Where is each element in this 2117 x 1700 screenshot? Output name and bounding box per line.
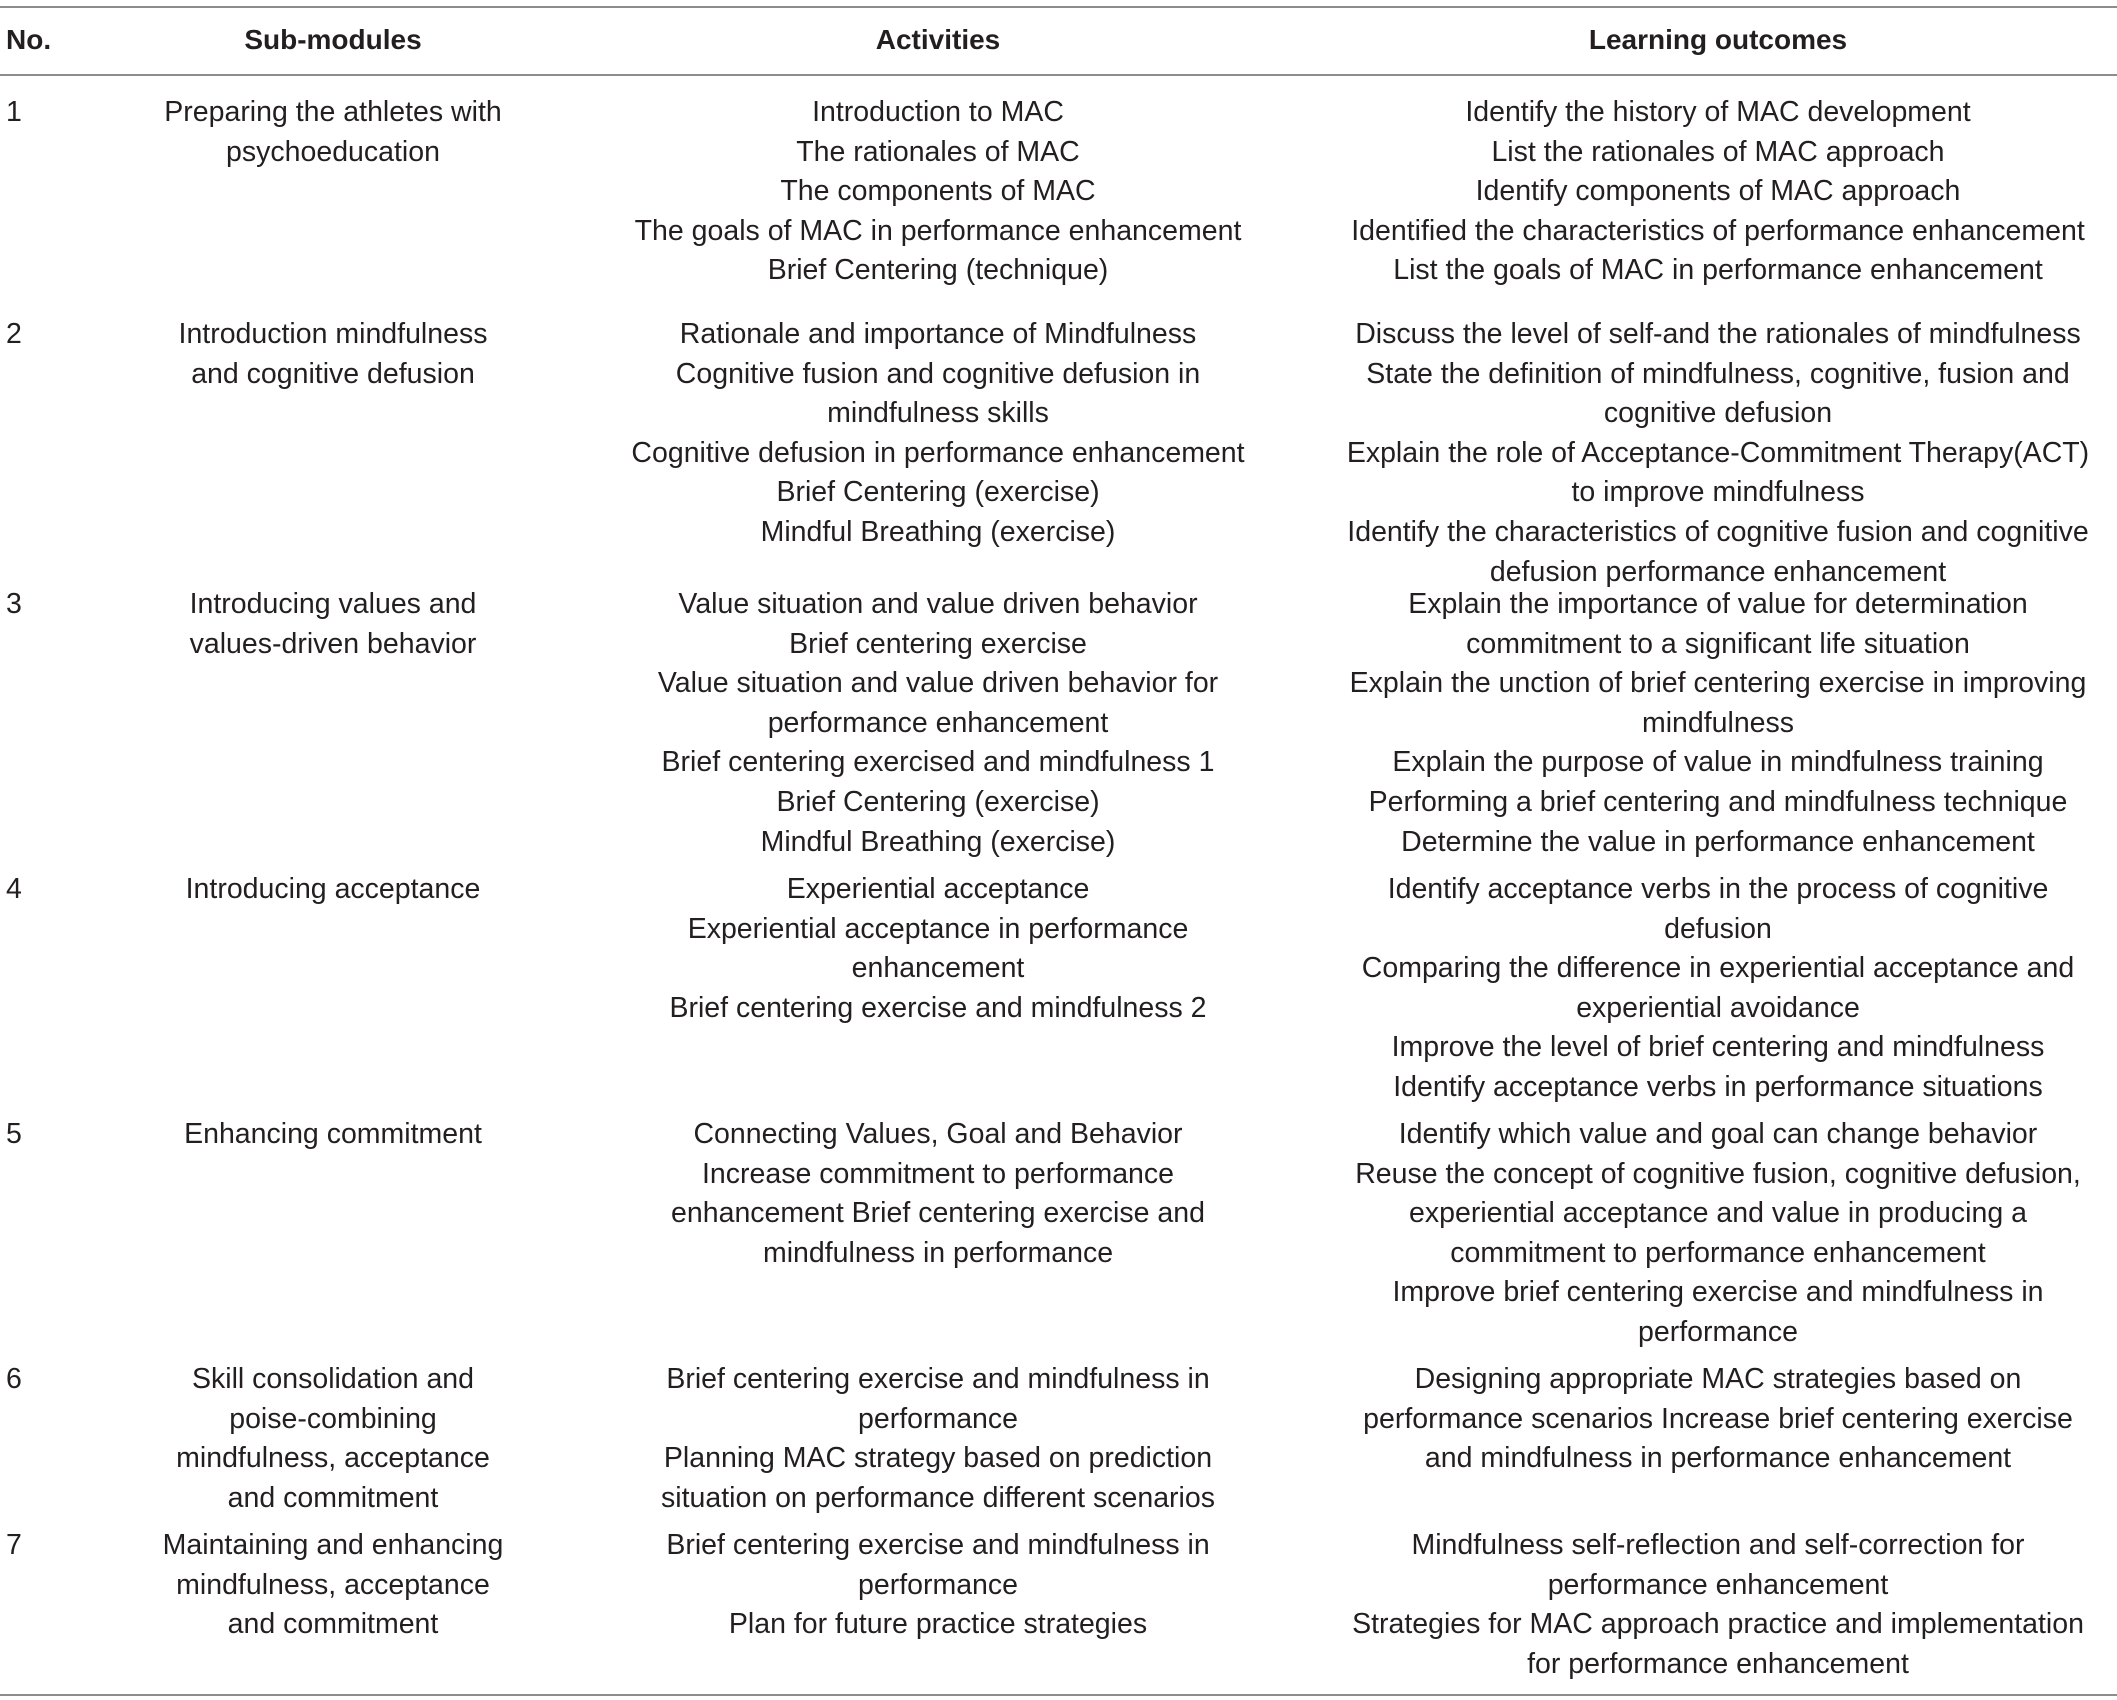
cell-sub-module-line: mindfulness, acceptance xyxy=(176,1442,490,1475)
cell-outcomes-line: Strategies for MAC approach practice and implementation xyxy=(1352,1608,2084,1641)
cell-sub-module xyxy=(133,1115,533,1155)
cell-no xyxy=(6,585,126,625)
cell-activities-line: Planning MAC strategy based on prediction xyxy=(663,1442,1213,1475)
cell-no-line: 3 xyxy=(6,588,22,620)
cell-outcomes xyxy=(1328,1115,2108,1353)
header-learning-outcomes: Learning outcomes xyxy=(1588,24,1848,55)
cell-outcomes-line: and mindfulness in performance enhancement xyxy=(1424,1442,2012,1475)
cell-outcomes-line: cognitive defusion xyxy=(1603,397,1833,430)
cell-outcomes-line: Identify the characteristics of cognitive fusion and cognitive xyxy=(1347,515,2089,548)
cell-activities-line: Brief centering exercise xyxy=(789,627,1087,660)
header-no: No. xyxy=(6,24,52,55)
cell-sub-module xyxy=(133,585,533,664)
cell-activities-line: Experiential acceptance in performance xyxy=(687,912,1189,945)
cell-activities-line: Brief Centering (exercise) xyxy=(776,476,1100,509)
cell-activities-line: Brief Centering (exercise) xyxy=(776,785,1100,818)
cell-sub-module xyxy=(133,315,533,394)
cell-activities-line: Brief centering exercise and mindfulness 2 xyxy=(669,991,1207,1024)
cell-outcomes-line: Explain the role of Acceptance-Commitment Therapy(ACT) xyxy=(1346,436,2090,469)
cell-sub-module-line: Introduction mindfulness xyxy=(178,318,488,350)
cell-no xyxy=(6,1115,126,1155)
cell-activities xyxy=(598,585,1278,862)
table-header-rule xyxy=(0,74,2117,76)
cell-activities-line: enhancement Brief centering exercise and xyxy=(671,1197,1205,1230)
cell-outcomes-line: mindfulness xyxy=(1641,706,1795,739)
cell-outcomes-line: to improve mindfulness xyxy=(1571,476,1865,509)
header-activities: Activities xyxy=(875,24,1001,55)
cell-activities-line: Cognitive defusion in performance enhancement xyxy=(631,436,1245,469)
cell-no-line: 4 xyxy=(6,873,22,905)
cell-sub-module xyxy=(133,93,533,172)
cell-activities xyxy=(598,1360,1278,1518)
cell-outcomes-line: List the rationales of MAC approach xyxy=(1491,135,1945,168)
cell-sub-module-line: psychoeducation xyxy=(226,135,440,168)
cell-outcomes-line: Identify acceptance verbs in performance situations xyxy=(1393,1070,2043,1103)
cell-outcomes-line: performance xyxy=(1638,1315,1798,1348)
cell-sub-module-line: Introducing acceptance xyxy=(185,873,481,905)
cell-activities-line: Brief centering exercised and mindfulness 1 xyxy=(661,746,1215,779)
cell-activities-line: mindfulness skills xyxy=(827,397,1049,430)
cell-outcomes-line: defusion xyxy=(1664,912,1772,945)
cell-no xyxy=(6,93,126,133)
cell-sub-module-line: Introducing values and xyxy=(189,588,477,620)
cell-activities-line: The rationales of MAC xyxy=(796,135,1080,168)
cell-sub-module xyxy=(133,1360,533,1518)
cell-activities-line: Brief Centering (technique) xyxy=(767,254,1109,287)
cell-outcomes-line: Identify the history of MAC development xyxy=(1465,96,1971,128)
cell-sub-module-line: mindfulness, acceptance xyxy=(176,1568,490,1601)
cell-outcomes-line: experiential acceptance and value in producing a xyxy=(1409,1197,2027,1230)
cell-activities-line: Increase commitment to performance xyxy=(701,1157,1175,1190)
cell-no xyxy=(6,870,126,910)
cell-outcomes-line: Identify acceptance verbs in the process of cognitive xyxy=(1387,873,2049,905)
cell-outcomes xyxy=(1328,1526,2108,1684)
cell-activities xyxy=(598,315,1278,553)
cell-outcomes-line: experiential avoidance xyxy=(1576,991,1860,1024)
cell-outcomes-line: State the definition of mindfulness, cognitive, fusion and xyxy=(1366,357,2070,390)
cell-activities-line: The components of MAC xyxy=(780,175,1096,208)
cell-activities-line: performance xyxy=(858,1568,1018,1601)
cell-outcomes-line: Designing appropriate MAC strategies based on xyxy=(1414,1363,2022,1395)
cell-activities-line: Introduction to MAC xyxy=(812,96,1064,128)
cell-no-line: 7 xyxy=(6,1529,22,1561)
cell-outcomes xyxy=(1328,585,2108,862)
cell-activities xyxy=(598,1526,1278,1645)
cell-sub-module-line: values-driven behavior xyxy=(189,627,477,660)
cell-activities-line: Plan for future practice strategies xyxy=(728,1608,1148,1641)
cell-outcomes-line: Identify which value and goal can change behavior xyxy=(1398,1118,2038,1150)
cell-outcomes-line: Performing a brief centering and mindfulness technique xyxy=(1368,785,2068,818)
cell-no-line: 5 xyxy=(6,1118,22,1150)
cell-activities-line: Mindful Breathing (exercise) xyxy=(760,515,1116,548)
cell-activities-line: Brief centering exercise and mindfulness in xyxy=(666,1529,1210,1561)
cell-outcomes xyxy=(1328,1360,2108,1479)
cell-no-line: 1 xyxy=(6,96,22,128)
cell-activities-line: Cognitive fusion and cognitive defusion in xyxy=(675,357,1201,390)
cell-activities-line: Mindful Breathing (exercise) xyxy=(760,825,1116,858)
cell-no xyxy=(6,1360,126,1400)
cell-outcomes xyxy=(1328,93,2108,291)
cell-no xyxy=(6,1526,126,1566)
cell-outcomes-line: performance enhancement xyxy=(1547,1568,1889,1601)
table-bottom-rule xyxy=(0,1694,2117,1696)
cell-activities-line: enhancement xyxy=(851,952,1025,985)
cell-outcomes-line: Identified the characteristics of performance enhancement xyxy=(1351,214,2085,247)
cell-activities-line: performance enhancement xyxy=(767,706,1109,739)
cell-activities-line: situation on performance different scenarios xyxy=(661,1481,1215,1514)
cell-activities-line: mindfulness in performance xyxy=(762,1236,1114,1269)
cell-outcomes-line: Improve brief centering exercise and mindfulness in xyxy=(1392,1276,2044,1309)
cell-outcomes-line: List the goals of MAC in performance enhancement xyxy=(1393,254,2043,287)
cell-no xyxy=(6,315,126,355)
cell-outcomes-line: Explain the purpose of value in mindfulness training xyxy=(1392,746,2044,779)
cell-activities-line: Brief centering exercise and mindfulness in xyxy=(666,1363,1210,1395)
cell-activities-line: Value situation and value driven behavior for xyxy=(657,667,1219,700)
cell-outcomes-line: Identify components of MAC approach xyxy=(1475,175,1961,208)
cell-outcomes-line: performance scenarios Increase brief centering exercise xyxy=(1363,1402,2073,1435)
cell-sub-module-line: Skill consolidation and xyxy=(191,1363,474,1395)
cell-sub-module xyxy=(133,870,533,910)
cell-activities-line: Connecting Values, Goal and Behavior xyxy=(693,1118,1183,1150)
cell-sub-module-line: Enhancing commitment xyxy=(184,1118,482,1150)
cell-sub-module-line: poise-combining xyxy=(229,1402,437,1435)
cell-sub-module-line: and commitment xyxy=(227,1608,439,1641)
table-top-rule xyxy=(0,6,2117,8)
cell-outcomes-line: Improve the level of brief centering and mindfulness xyxy=(1391,1031,2045,1064)
cell-activities-line: Rationale and importance of Mindfulness xyxy=(679,318,1197,350)
cell-activities xyxy=(598,93,1278,291)
cell-outcomes-line: Explain the importance of value for determination xyxy=(1408,588,2028,620)
cell-outcomes-line: Explain the unction of brief centering exercise in improving xyxy=(1349,667,2087,700)
cell-no-line: 6 xyxy=(6,1363,22,1395)
cell-outcomes-line: Mindfulness self-reflection and self-correction for xyxy=(1411,1529,2025,1561)
cell-activities-line: Experiential acceptance xyxy=(786,873,1090,905)
cell-activities xyxy=(598,870,1278,1028)
cell-outcomes-line: commitment to a significant life situation xyxy=(1466,627,1970,660)
cell-outcomes-line: commitment to performance enhancement xyxy=(1450,1236,1986,1269)
header-sub-modules: Sub-modules xyxy=(244,24,422,55)
cell-outcomes-line: Determine the value in performance enhancement xyxy=(1401,825,2035,858)
cell-outcomes xyxy=(1328,870,2108,1108)
cell-sub-module-line: and commitment xyxy=(227,1481,439,1514)
cell-sub-module xyxy=(133,1526,533,1645)
cell-sub-module-line: Preparing the athletes with xyxy=(164,96,502,128)
cell-outcomes-line: defusion performance enhancement xyxy=(1489,555,1947,588)
cell-outcomes-line: Comparing the difference in experiential acceptance and xyxy=(1361,952,2075,985)
cell-activities xyxy=(598,1115,1278,1273)
cell-activities-line: Value situation and value driven behavior xyxy=(678,588,1198,620)
cell-outcomes-line: Discuss the level of self-and the rationales of mindfulness xyxy=(1355,318,2081,350)
cell-activities-line: The goals of MAC in performance enhancement xyxy=(634,214,1242,247)
cell-outcomes xyxy=(1328,315,2108,592)
cell-outcomes-line: Reuse the concept of cognitive fusion, cognitive defusion, xyxy=(1355,1157,2081,1190)
cell-sub-module-line: Maintaining and enhancing xyxy=(162,1529,504,1561)
cell-activities-line: performance xyxy=(858,1402,1018,1435)
cell-sub-module-line: and cognitive defusion xyxy=(191,357,475,390)
cell-outcomes-line: for performance enhancement xyxy=(1527,1647,1909,1680)
cell-no-line: 2 xyxy=(6,318,22,350)
